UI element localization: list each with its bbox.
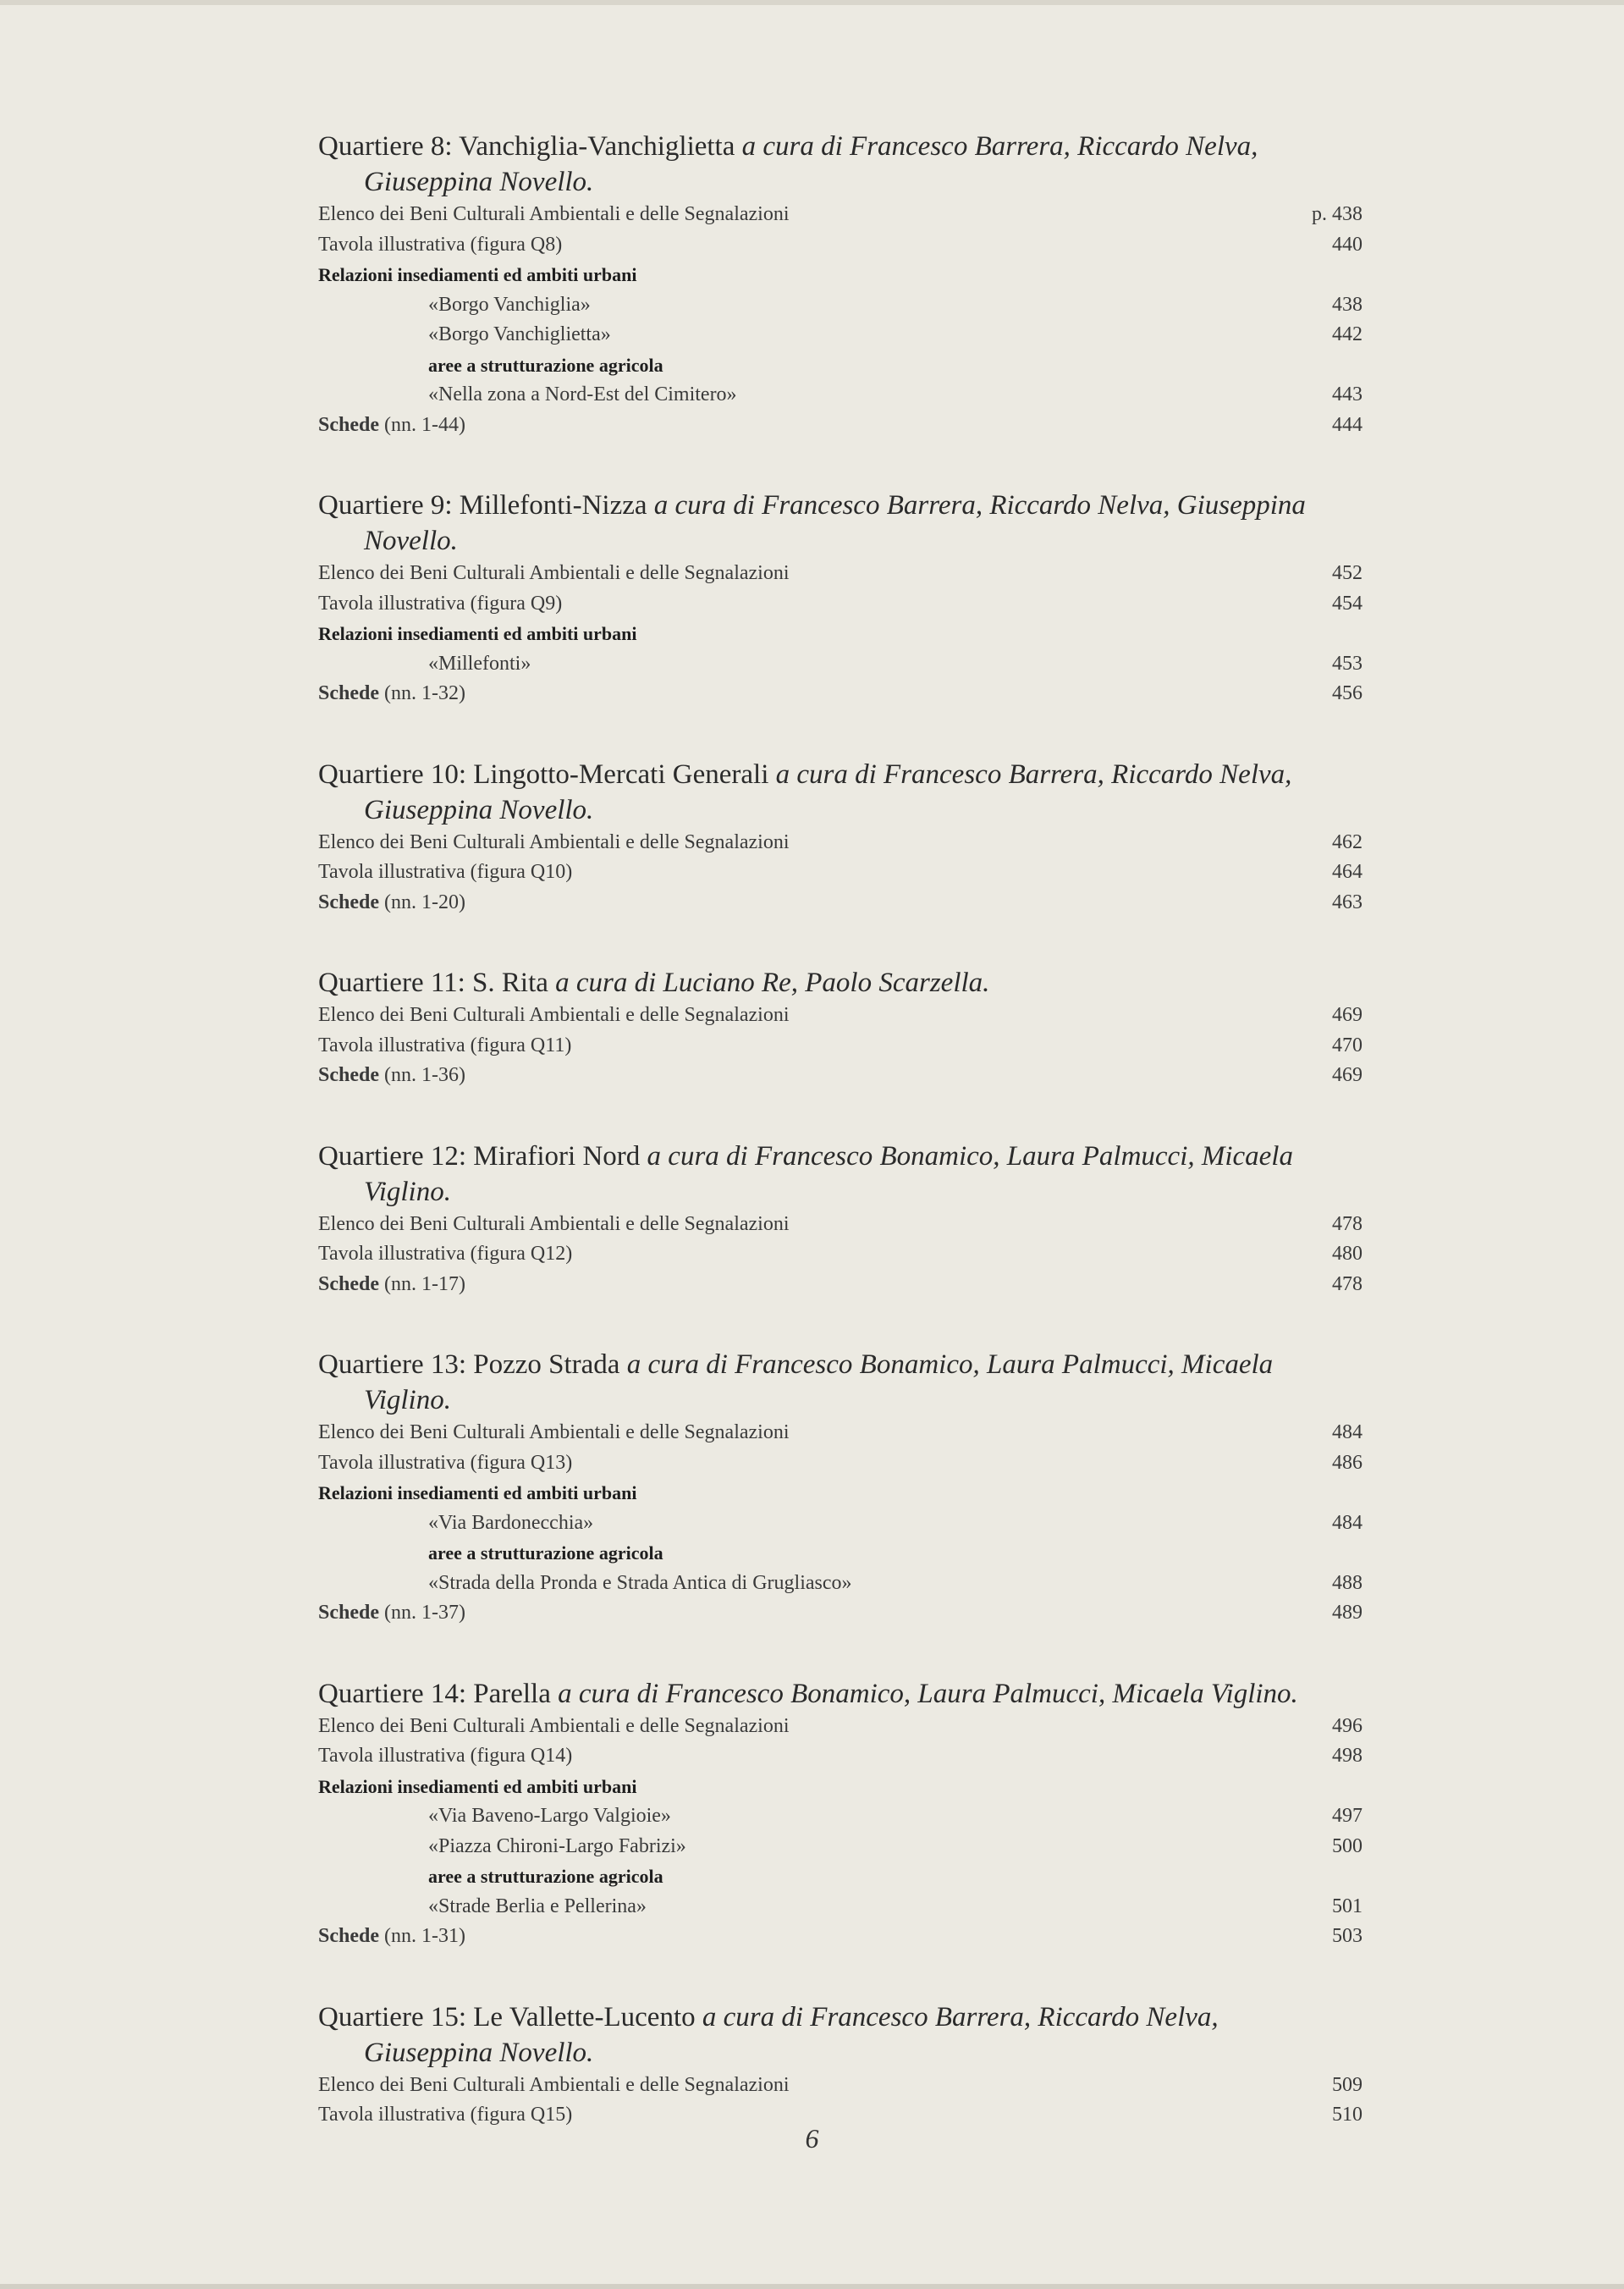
toc-entry [318, 320, 1363, 350]
section-title: Quartiere 11: S. Rita [318, 968, 548, 998]
schede-range: (nn. 1-17) [384, 1272, 465, 1295]
schede-range: (nn. 1-20) [384, 891, 465, 913]
schede-word: Schede [318, 1602, 379, 1624]
page-reference: 454 [1332, 592, 1363, 615]
toc-section [318, 488, 1363, 709]
toc-section [318, 1347, 1363, 1629]
section-heading [318, 488, 1337, 559]
schede-range: (nn. 1-37) [384, 1602, 465, 1624]
entry-label [318, 411, 465, 441]
page-bottom-edge [0, 2284, 1624, 2289]
section-editors: a cura di Francesco Barrera, Riccardo Nelva, Giuseppina Novello. [364, 490, 1306, 556]
entry-label: «Via Bardonecchia» [428, 1511, 594, 1534]
section-title: Quartiere 15: Le Vallette-Lucento [318, 2001, 696, 2033]
subgroup-heading [318, 1538, 1363, 1569]
toc-entry [318, 1712, 1363, 1742]
section-editors: a cura di Francesco Bonamico, Laura Palmucci, Micaela Viglino. [364, 1140, 1293, 1207]
schede-entry [318, 1598, 1363, 1629]
schede-word: Schede [318, 1064, 379, 1086]
section-editors: a cura di Francesco Barrera, Riccardo Nelva, Giuseppina Novello. [364, 131, 1258, 197]
entry-label: «Borgo Vanchiglietta» [428, 323, 611, 345]
page-reference: 442 [1332, 323, 1363, 345]
entry-label: «Borgo Vanchiglia» [428, 293, 591, 316]
toc-entry [318, 1801, 1363, 1832]
entry-label: Tavola illustrativa (figura Q12) [318, 1243, 573, 1265]
entry-label: Elenco dei Beni Culturali Ambientali e delle Segnalazioni [318, 1212, 790, 1235]
entry-label: «Via Baveno-Largo Valgioie» [428, 1805, 671, 1827]
entry-label: Elenco dei Beni Culturali Ambientali e delle Segnalazioni [318, 1004, 790, 1026]
page-reference: 486 [1332, 1451, 1363, 1474]
group-heading [318, 260, 1363, 290]
entry-label: Tavola illustrativa (figura Q15) [318, 2104, 573, 2126]
heading-label: Relazioni insediamenti ed ambiti urbani [318, 1775, 637, 1797]
schede-entry [318, 1061, 1363, 1091]
section-heading [318, 129, 1337, 200]
heading-label: aree a strutturazione agricola [428, 1866, 663, 1887]
page-reference: 498 [1332, 1745, 1363, 1767]
toc-entry [318, 828, 1363, 858]
toc-entry [318, 230, 1363, 261]
toc-section [318, 965, 1363, 1091]
schede-entry [318, 1270, 1363, 1300]
toc-entry [318, 380, 1363, 411]
schede-range: (nn. 1-36) [384, 1064, 465, 1086]
entry-label: Elenco dei Beni Culturali Ambientali e delle Segnalazioni [318, 1421, 790, 1443]
toc-section [318, 757, 1363, 918]
toc-entry [318, 589, 1363, 620]
entry-label: Tavola illustrativa (figura Q13) [318, 1451, 573, 1474]
heading-label: aree a strutturazione agricola [428, 1542, 663, 1564]
table-of-contents [318, 129, 1363, 2178]
page-reference: 488 [1332, 1571, 1363, 1594]
heading-label: aree a strutturazione agricola [428, 354, 663, 376]
section-heading [318, 1999, 1337, 2071]
section-heading [318, 965, 1337, 1001]
section-title: Quartiere 9: Millefonti-Nizza [318, 490, 647, 521]
schede-word: Schede [318, 891, 379, 913]
page-reference: 469 [1332, 1064, 1363, 1086]
group-heading [318, 1478, 1363, 1509]
schede-entry [318, 679, 1363, 709]
section-editors: a cura di Francesco Bonamico, Laura Palmucci, Micaela Viglino. [558, 1678, 1298, 1709]
toc-entry [318, 1210, 1363, 1240]
page-reference: 503 [1332, 1925, 1363, 1947]
entry-label [318, 1922, 465, 1952]
toc-entry [318, 559, 1363, 589]
group-heading [318, 1772, 1363, 1802]
section-title: Quartiere 14: Parella [318, 1678, 551, 1709]
entry-label [318, 1270, 465, 1300]
toc-entry [318, 2071, 1363, 2101]
toc-section [318, 1676, 1363, 1952]
schede-range: (nn. 1-44) [384, 413, 465, 436]
page-reference: 478 [1332, 1212, 1363, 1235]
section-heading [318, 1139, 1337, 1210]
toc-entry [318, 1832, 1363, 1862]
entry-label: Elenco dei Beni Culturali Ambientali e delle Segnalazioni [318, 1714, 790, 1737]
section-heading [318, 1676, 1337, 1712]
section-title: Quartiere 10: Lingotto-Mercati Generali [318, 758, 769, 790]
section-editors: a cura di Francesco Barrera, Riccardo Nelva, Giuseppina Novello. [364, 758, 1292, 825]
toc-entry [318, 200, 1363, 230]
toc-section [318, 129, 1363, 440]
section-title: Quartiere 12: Mirafiori Nord [318, 1140, 641, 1172]
page-reference: p. 438 [1312, 203, 1363, 225]
page-reference: 510 [1332, 2104, 1363, 2126]
entry-label: «Nella zona a Nord-Est del Cimitero» [428, 383, 737, 405]
entry-label: Elenco dei Beni Culturali Ambientali e delle Segnalazioni [318, 2073, 790, 2096]
toc-entry [318, 1741, 1363, 1772]
page-reference: 438 [1332, 293, 1363, 316]
schede-range: (nn. 1-32) [384, 682, 465, 704]
schede-word: Schede [318, 1272, 379, 1295]
section-editors: a cura di Francesco Barrera, Riccardo Nelva, Giuseppina Novello. [364, 2001, 1219, 2068]
toc-entry [318, 1239, 1363, 1270]
section-heading [318, 757, 1337, 828]
section-editors: a cura di Francesco Bonamico, Laura Palmucci, Micaela Viglino. [364, 1349, 1274, 1415]
toc-entry [318, 1892, 1363, 1922]
toc-entry [318, 1031, 1363, 1062]
entry-label: Elenco dei Beni Culturali Ambientali e delle Segnalazioni [318, 830, 790, 853]
section-heading [318, 1347, 1337, 1418]
entry-label [318, 1598, 465, 1629]
page-reference: 489 [1332, 1602, 1363, 1624]
entry-label [318, 679, 465, 709]
entry-label: Elenco dei Beni Culturali Ambientali e delle Segnalazioni [318, 203, 790, 225]
page-reference: 478 [1332, 1272, 1363, 1295]
toc-entry [318, 290, 1363, 321]
entry-label [318, 888, 465, 918]
toc-entry [318, 1569, 1363, 1599]
toc-section [318, 1139, 1363, 1300]
entry-label: Tavola illustrativa (figura Q10) [318, 861, 573, 883]
entry-label: «Strada della Pronda e Strada Antica di Grugliasco» [428, 1571, 852, 1594]
page-top-edge [0, 0, 1624, 5]
page-reference: 470 [1332, 1034, 1363, 1056]
page-reference: 497 [1332, 1805, 1363, 1827]
page-reference: 456 [1332, 682, 1363, 704]
schede-range: (nn. 1-31) [384, 1925, 465, 1947]
page-reference: 462 [1332, 830, 1363, 853]
schede-word: Schede [318, 682, 379, 704]
page-reference: 496 [1332, 1714, 1363, 1737]
entry-label: «Millefonti» [428, 652, 531, 675]
subgroup-heading [318, 350, 1363, 381]
toc-section [318, 1999, 1363, 2131]
page-reference: 484 [1332, 1511, 1363, 1534]
page-reference: 469 [1332, 1004, 1363, 1026]
page-reference: 509 [1332, 2073, 1363, 2096]
toc-entry [318, 1418, 1363, 1448]
page-reference: 463 [1332, 891, 1363, 913]
entry-label: Elenco dei Beni Culturali Ambientali e delle Segnalazioni [318, 562, 790, 584]
group-heading [318, 619, 1363, 649]
toc-entry [318, 858, 1363, 888]
schede-word: Schede [318, 413, 379, 436]
page-reference: 443 [1332, 383, 1363, 405]
page-reference: 480 [1332, 1243, 1363, 1265]
entry-label: «Strade Berlia e Pellerina» [428, 1895, 647, 1917]
entry-label: Tavola illustrativa (figura Q11) [318, 1034, 572, 1056]
section-editors: a cura di Luciano Re, Paolo Scarzella. [555, 968, 990, 998]
schede-entry [318, 411, 1363, 441]
section-title: Quartiere 13: Pozzo Strada [318, 1349, 620, 1380]
schede-entry [318, 1922, 1363, 1952]
schede-word: Schede [318, 1925, 379, 1947]
heading-label: Relazioni insediamenti ed ambiti urbani [318, 1482, 637, 1503]
page-number: 6 [805, 2123, 819, 2154]
page-reference: 500 [1332, 1834, 1363, 1857]
page-reference: 440 [1332, 233, 1363, 256]
subgroup-heading [318, 1862, 1363, 1892]
toc-entry [318, 649, 1363, 680]
entry-label [318, 1061, 465, 1091]
page-reference: 444 [1332, 413, 1363, 436]
page-reference: 464 [1332, 861, 1363, 883]
page-reference: 501 [1332, 1895, 1363, 1917]
entry-label: «Piazza Chironi-Largo Fabrizi» [428, 1834, 686, 1857]
toc-entry [318, 1001, 1363, 1031]
toc-entry [318, 1448, 1363, 1479]
entry-label: Tavola illustrativa (figura Q14) [318, 1745, 573, 1767]
heading-label: Relazioni insediamenti ed ambiti urbani [318, 264, 637, 285]
page-reference: 453 [1332, 652, 1363, 675]
toc-entry [318, 1509, 1363, 1539]
section-title: Quartiere 8: Vanchiglia-Vanchiglietta [318, 131, 735, 162]
schede-entry [318, 888, 1363, 918]
page-reference: 452 [1332, 562, 1363, 584]
entry-label: Tavola illustrativa (figura Q9) [318, 592, 563, 615]
heading-label: Relazioni insediamenti ed ambiti urbani [318, 623, 637, 644]
page-reference: 484 [1332, 1421, 1363, 1443]
entry-label: Tavola illustrativa (figura Q8) [318, 233, 563, 256]
